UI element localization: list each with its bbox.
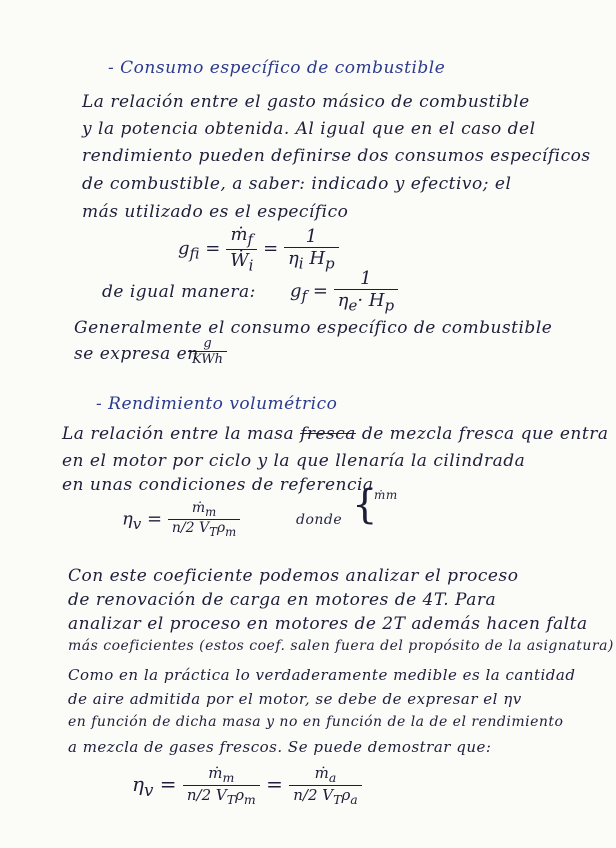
para-line-4: más coeficientes (estos coef. salen fuera del propósito de la asignatura) — [68, 638, 614, 654]
para-line-6: de aire admitida por el motor, se debe de expresar el ηv — [68, 690, 522, 708]
rendimiento-line-1: La relación entre la masa fresca de mezcla fresca que entra — [62, 424, 609, 444]
consumo-line-1: La relación entre el gasto másico de combustible — [82, 92, 530, 112]
para-line-1: Con este coeficiente podemos analizar el proceso — [68, 566, 519, 586]
brace-item: ṁm — [374, 488, 398, 502]
section-heading-rendimiento: - Rendimiento volumétrico — [96, 394, 338, 414]
rendimiento-line-3: en unas condiciones de referencia — [62, 475, 374, 495]
consumo-f2-prefix: de igual manera: — [102, 282, 256, 302]
consumo-general-1: Generalmente el consumo específico de combustible — [74, 318, 553, 338]
consumo-line-2: y la potencia obtenida. Al igual que en el caso del — [82, 119, 536, 139]
para-line-8: a mezcla de gases frescos. Se puede demostrar que: — [68, 738, 492, 756]
para-line-5: Como en la práctica lo verdaderamente medible es la cantidad — [68, 666, 576, 684]
donde-label: donde — [296, 512, 343, 528]
unit-g-per-kwh: $\frac{g}{\text{KWh}}$ — [188, 336, 227, 367]
formula-volumetric-efficiency: $\eta_v$ = $\frac{ṁ_m}{n/2 V_T\rho_m}$ — [122, 500, 240, 539]
rendimiento-line-2: en el motor por ciclo y la que llenaría la cilindrada — [62, 451, 526, 471]
para-line-7: en función de dicha masa y no en función de la de el rendimiento — [68, 714, 564, 730]
formula-specific-consumption-effective: $g_f$ = $\frac{1}{\eta_e\cdot H_p}$ — [290, 268, 398, 315]
formula-volumetric-efficiency-air: $\eta_v$ = $\frac{ṁ_m}{n/2 V_T\rho_m}$ = $\frac{ṁ_a}{n/2 V_T\rho_a}$ — [132, 764, 362, 807]
para-line-2: de renovación de carga en motores de 4T. Para — [68, 590, 497, 610]
para-line-3: analizar el proceso en motores de 2T además hacen falta — [68, 614, 588, 634]
formula-specific-consumption-indicated: $g_{fi}$ = $\frac{ṁ_f}{Ẇ_i}$ = $\frac{1}{\eta_i H_p}$ — [178, 224, 339, 274]
consumo-general-2: se expresa en — [74, 344, 199, 364]
brace-icon: { — [352, 482, 378, 528]
consumo-line-4: de combustible, a saber: indicado y efectivo; el — [82, 174, 512, 194]
section-heading-consumo: - Consumo específico de combustible — [108, 58, 446, 78]
consumo-line-5: más utilizado es el específico — [82, 202, 349, 222]
consumo-line-3: rendimiento pueden definirse dos consumos específicos — [82, 146, 591, 166]
